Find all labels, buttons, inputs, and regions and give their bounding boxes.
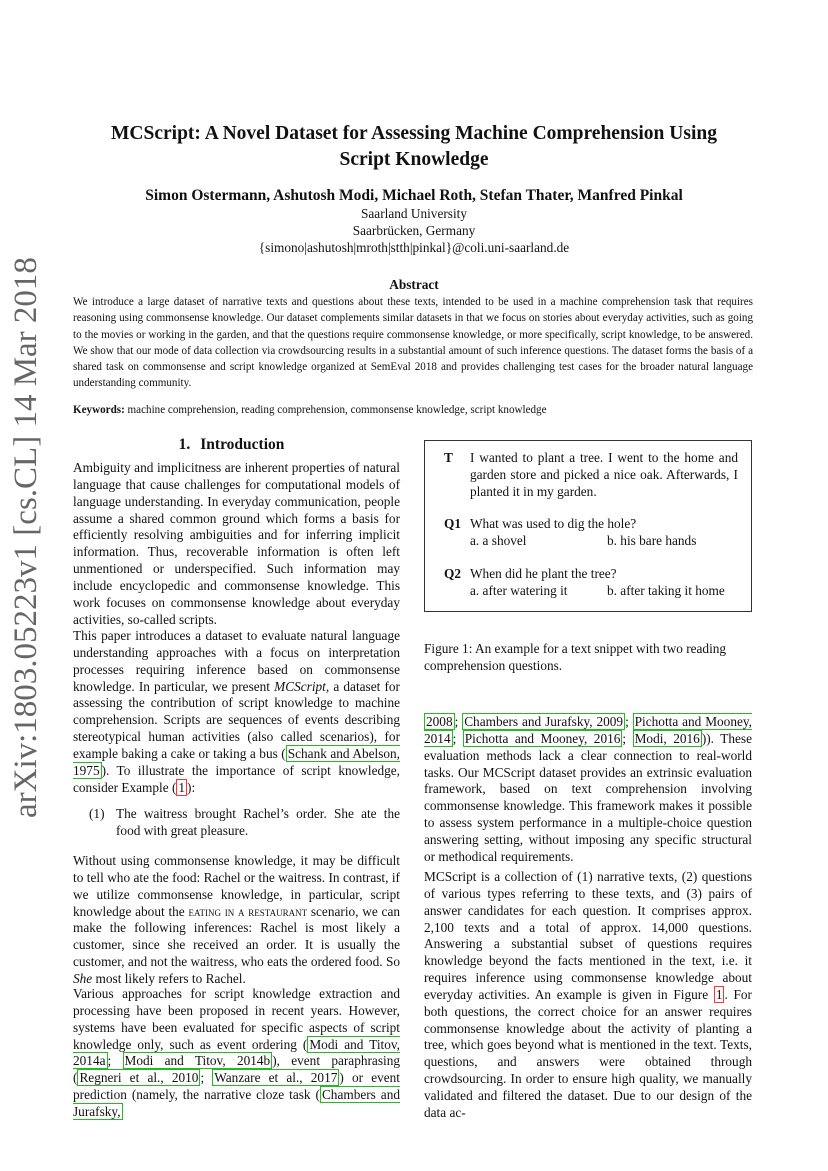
cite-modi-titov-2014b[interactable]: Modi and Titov, 2014b — [124, 1053, 271, 1069]
keywords — [73, 402, 753, 418]
p3-text-c: most likely refers to Rachel. — [95, 970, 246, 986]
figure-text-label: T — [444, 450, 453, 465]
figure-q2-label: Q2 — [444, 566, 461, 581]
figure-text: I wanted to plant a tree. I went to the home and garden store and picked a nice oak. Afterwards, I planted it in my garden. — [470, 450, 738, 499]
cite-modi-titov-2014a[interactable]: Modi and Titov, 2014a — [73, 1036, 400, 1069]
example-text: The waitress brought Rachel’s order. She ate the food with great pleasure. — [116, 806, 400, 838]
section-number: 1. — [178, 436, 191, 453]
abstract-body: We introduce a large dataset of narrative texts and questions about these texts, intended to be used in a machine comprehension task that requires reasoning using commonsense knowledge. Our dataset complements similar datasets in that we focus on stories about everyday activities, such as going to the movies or working in the garden, and that the questions require commonsense knowledge, or more specifically, script knowledge, to be answered. We show that our mode of data collection via crowdsourcing results in a substantial amount of such inference questions. The dataset forms the basis of a shared task on commonsense and script knowledge organized at SemEval 2018 and provides challenging test cases for the broader natural language understanding community. — [73, 296, 753, 390]
figure-q2-option-b: b. after taking it home — [607, 583, 725, 598]
p3-she: She — [73, 970, 93, 986]
cite-wanzare[interactable]: Wanzare et al., 2017 — [214, 1070, 338, 1086]
example-number: (1) — [89, 806, 105, 821]
cite-pichotta-mooney-2014[interactable]: Pichotta and Mooney, 2014 — [424, 714, 752, 746]
intro-paragraph-3 — [73, 853, 400, 988]
cite-chambers-jurafsky-2008[interactable]: Chambers and Jurafsky, — [73, 1087, 400, 1119]
cite-chambers-jurafsky-2009[interactable]: Chambers and Jurafsky, 2009 — [464, 714, 624, 729]
abstract-heading: Abstract — [389, 277, 439, 292]
right-paragraph-2 — [424, 869, 752, 1122]
right-p2-text-b: . For both questions, the correct choice for an answer requires commonsense knowledge about the activity of planting a tree, which goes beyond what is mentioned in the text. Texts, questions, and answers were obtained through crowdsourcing. In order to ensure high quality, we manually validated and filtered the dataset. Due to our design of the data ac- — [424, 986, 752, 1120]
affiliation-university: Saarland University — [361, 206, 467, 221]
p2-text-a: This paper introduces a dataset to evaluate natural language understanding approaches with a focus on interpretation processes requiring inference based on commonsense knowledge. In particular, we present — [73, 628, 400, 694]
p4-text-a: Various approaches for script knowledge extraction and processing have been proposed in recent years. However, systems have been evaluated for specific aspects of script knowledge only, such as event ordering ( — [73, 986, 400, 1052]
title-line-2: Script Knowledge — [339, 149, 489, 170]
cite-2008[interactable]: 2008 — [426, 714, 453, 729]
p3-text-b: scenario, we can make the following inferences: Rachel is most likely a customer, since she received an order. It is usually the customer, and not the waitress, who eats the ordered food. So — [73, 903, 400, 970]
figure-q1-label: Q1 — [444, 516, 461, 531]
authors: Simon Ostermann, Ashutosh Modi, Michael Roth, Stefan Thater, Manfred Pinkal — [145, 187, 683, 204]
ref-example-1[interactable]: 1 — [178, 779, 186, 795]
cite-modi-2016[interactable]: Modi, 2016 — [634, 730, 700, 746]
figure-1-box — [424, 440, 752, 612]
figure-q1-text: What was used to dig the hole? — [470, 516, 637, 531]
right-paragraph-1: 2008 ; Chambers and Jurafsky, 2009 ; Pichotta and Mooney, 2014 ; Pichotta and Mooney, 2016 ; Modi, 2016 )). These evaluation methods lack a clear connection to real-world tasks. Our MCScript dataset provides an extrinsic evaluation framework, based on text comprehension involving commonsense knowledge. This framework makes it possible to assess system performance in a multiple-choice question answering setting, without imposing any specific structural or methodical requirements. — [424, 714, 753, 864]
p3-text-a: Without using commonsense knowledge, it may be difficult to tell who ate the food: Rachel or the waitress. In contrast, if we utilize commonsense knowledge, in particular, script knowledge about the — [73, 853, 400, 919]
p2-text-d: ): — [187, 779, 196, 795]
p2-mcscript: MCScript — [274, 678, 326, 694]
intro-paragraph-4: Various approaches for script knowledge extraction and processing have been proposed in recent years. However, systems have been evaluated for specific aspects of script knowledge only, such as event ordering ( Modi and Titov, 2014a ; Modi and Titov, 2014b ), event paraphrasing ( Regneri et al., 2010 ; Wanzare et al., 2017 ) or event prediction (namely, the narrative cloze task ( Chambers and Jurafsky, — [73, 986, 400, 1119]
cite-regneri[interactable]: Regneri et al., 2010 — [79, 1070, 199, 1086]
right-p2-text-a: MCScript is a collection of (1) narrative texts, (2) questions of various types referring to these texts, and (3) pairs of answer candidates for each question. It comprises approx. 2,100 texts and a total of approx. 14,000 questions. Answering a substantial subset of questions requires knowledge beyond the facts mentioned in the text, i.e. it requires inference using commonsense knowledge about everyday activities. An example is given in Figure — [424, 869, 752, 1002]
paper-title — [70, 121, 758, 173]
ref-figure-1[interactable]: 1 — [715, 986, 723, 1002]
keywords-text: machine comprehension, reading comprehension, commonsense knowledge, script knowledge — [127, 404, 547, 416]
figure-q2-text: When did he plant the tree? — [470, 566, 617, 581]
section-title: Introduction — [200, 436, 285, 453]
keywords-label: Keywords: — [73, 404, 125, 416]
arxiv-stamp: arXiv:1803.05223v1 [cs.CL] 14 Mar 2018 — [8, 257, 44, 818]
intro-paragraph-2 — [73, 628, 400, 796]
p4-text-b: ), event paraphrasing ( — [73, 1053, 400, 1086]
p2-text-b: , a dataset for assessing the contribution of script knowledge to machine comprehension. Scripts are sequences of events describing stereotypical human activities (also called scenarios), for example baking a cake or taking a bus ( — [73, 678, 400, 761]
p3-scenario: eating in a restaurant — [188, 903, 308, 919]
affiliation-city: Saarbrücken, Germany — [352, 223, 476, 238]
right-p1-text: )). These evaluation methods lack a clear connection to real-world tasks. Our MCScript dataset provides an extrinsic evaluation framework, based on text comprehension involving commonsense knowledge. This framework makes it possible to assess system performance in a multiple-choice question answering setting, without imposing any specific structural or methodical requirements. — [424, 730, 753, 864]
affiliation-email: {simono|ashutosh|mroth|stth|pinkal}@coli.uni-saarland.de — [258, 240, 570, 255]
p4-text-c: ) or event prediction (namely, the narrative cloze task ( — [73, 1070, 400, 1103]
figure-q2-option-a: a. after watering it — [470, 583, 568, 598]
figure-1-caption: Figure 1: An example for a text snippet with two reading comprehension questions. — [424, 641, 727, 673]
intro-paragraph-1: Ambiguity and implicitness are inherent properties of natural language that cause challenges for computational models of language understanding. In everyday communication, people assume a shared common ground which forms a basis for efficiently resolving ambiguities and for inferring implicit information. Thus, recoverable information is often left unmentioned or underspecified. Such information may include encyclopedic and commonsense knowledge. This work focuses on commonsense knowledge about everyday activities, so-called scripts. — [73, 460, 400, 627]
cite-schank-abelson[interactable]: Schank and Abelson, 1975 — [73, 745, 400, 778]
figure-q1-option-b: b. his bare hands — [607, 533, 697, 548]
title-line-1: MCScript: A Novel Dataset for Assessing Machine Comprehension Using — [111, 123, 717, 144]
cite-pichotta-mooney-2016[interactable]: Pichotta and Mooney, 2016 — [464, 730, 621, 746]
figure-q1-option-a: a. a shovel — [470, 533, 527, 548]
section-heading — [73, 436, 400, 454]
p2-text-c: ). To illustrate the importance of script knowledge, consider Example ( — [73, 762, 400, 795]
